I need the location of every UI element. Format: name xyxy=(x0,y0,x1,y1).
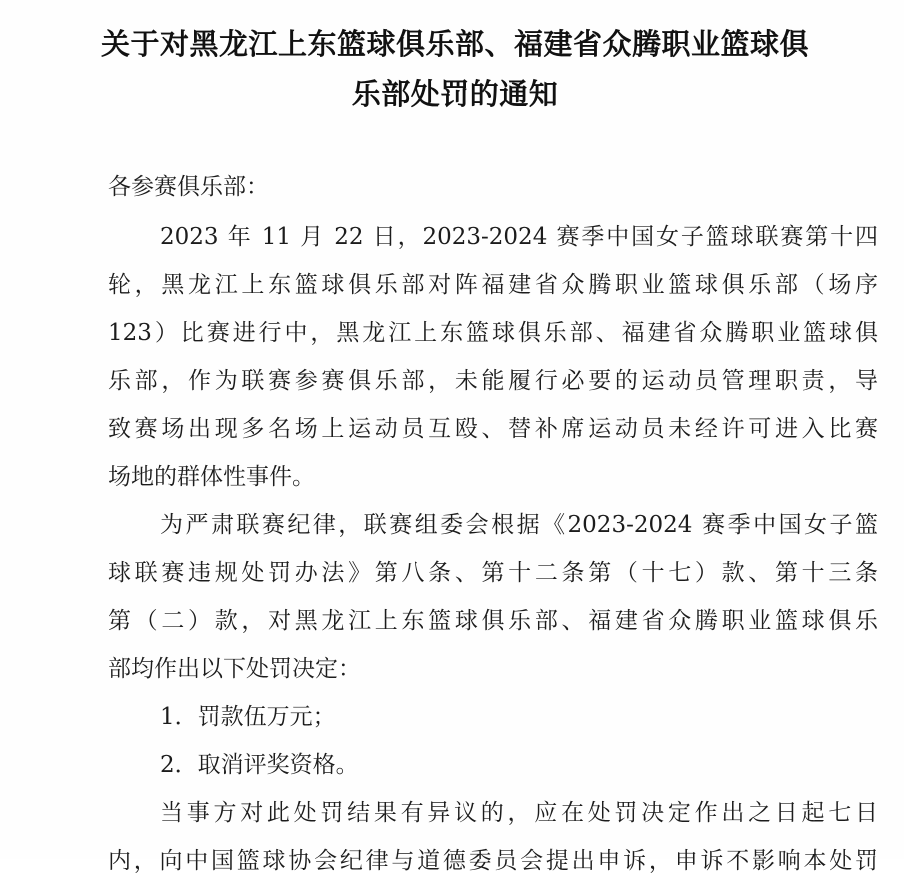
notice-title-line-1: 关于对黑龙江上东篮球俱乐部、福建省众腾职业篮球俱 xyxy=(100,27,809,61)
paragraph-1-line: 123）比赛进行中，黑龙江上东篮球俱乐部、福建省众腾职业篮球俱 xyxy=(108,320,878,346)
notice-title-line-2: 乐部处罚的通知 xyxy=(351,77,559,111)
paragraph-1-line: 2023 年 11 月 22 日，2023-2024 赛季中国女子篮球联赛第十四 xyxy=(160,224,878,250)
paragraph-1-line: 场地的群体性事件。 xyxy=(108,464,315,490)
paragraph-3-line-cut xyxy=(108,846,878,874)
paragraph-1-line: 轮，黑龙江上东篮球俱乐部对阵福建省众腾职业篮球俱乐部（场序 xyxy=(108,272,878,298)
paragraph-2-line: 为严肃联赛纪律，联赛组委会根据《2023-2024 赛季中国女子篮 xyxy=(160,512,878,538)
paragraph-1-line: 乐部，作为联赛参赛俱乐部，未能履行必要的运动员管理职责，导 xyxy=(108,368,878,394)
paragraph-1-line: 致赛场出现多名场上运动员互殴、替补席运动员未经许可进入比赛 xyxy=(108,416,878,442)
paragraph-2-line: 球联赛违规处罚办法》第八条、第十二条第（十七）款、第十三条 xyxy=(108,560,878,586)
paragraph-3-line: 当事方对此处罚结果有异议的，应在处罚决定作出之日起七日 xyxy=(160,800,878,826)
penalty-item: 1．罚款伍万元； xyxy=(160,704,336,730)
paragraph-2-line: 部均作出以下处罚决定： xyxy=(108,656,361,682)
paragraph-3-line-partial: 内，向中国篮球协会纪律与道德委员会提出申诉，申诉不影响本处罚 xyxy=(108,848,878,874)
penalty-item: 2．取消评奖资格。 xyxy=(160,752,359,778)
paragraph-2-line: 第（二）款，对黑龙江上东篮球俱乐部、福建省众腾职业篮球俱乐 xyxy=(108,608,878,634)
salutation: 各参赛俱乐部： xyxy=(108,174,269,200)
